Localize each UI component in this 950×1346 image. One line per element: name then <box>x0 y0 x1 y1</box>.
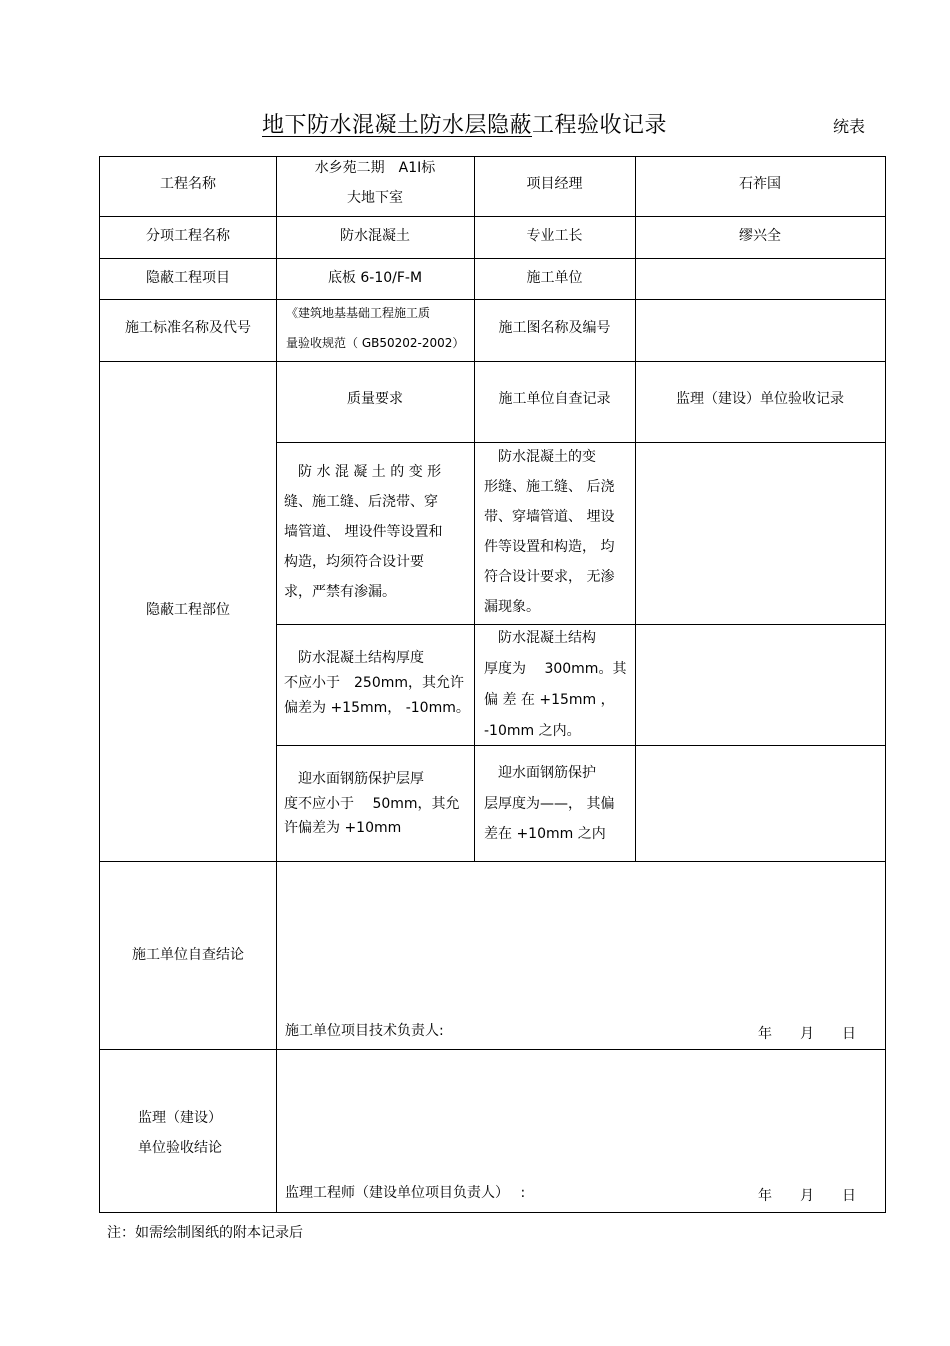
project-name-label: 工程名称 <box>160 176 216 192</box>
col-supervisor-header: 监理（建设）单位验收记录 <box>676 391 844 407</box>
title-rest: 工程验收记录 <box>532 113 668 138</box>
self-line: 层厚度为——， 其偏 <box>484 796 615 812</box>
req-line: 求，严禁有渗漏。 <box>284 584 396 600</box>
supervisor-signer: 监理工程师（建设单位项目负责人） : <box>285 1185 526 1201</box>
req-line: 迎水面钢筋保护层厚 <box>284 771 424 787</box>
row-divider <box>100 861 885 862</box>
month-label: 月 <box>800 1026 814 1042</box>
req-line: 构造，均须符合设计要 <box>284 554 424 570</box>
subitem-label: 分项工程名称 <box>146 228 230 244</box>
year-label: 年 <box>758 1188 772 1204</box>
req-line: 墙管道、 埋设件等设置和 <box>284 524 443 540</box>
day-label: 日 <box>842 1026 856 1042</box>
row-divider <box>100 258 885 259</box>
row-divider <box>100 1049 885 1050</box>
hidden-item-value: 底板 6-10/F-M <box>327 270 423 286</box>
row-divider <box>100 361 885 362</box>
hidden-parts-label: 隐蔽工程部位 <box>146 602 230 618</box>
footnote: 注：如需绘制图纸的附本记录后 <box>107 1225 303 1241</box>
supervisor-label-line1: 监理（建设） <box>138 1110 222 1126</box>
self-line: 带、穿墙管道、 埋设 <box>484 509 615 525</box>
col-self-header: 施工单位自查记录 <box>498 391 611 407</box>
foreman-label: 专业工长 <box>526 228 583 244</box>
day-label: 日 <box>842 1188 856 1204</box>
standard-line1: 《建筑地基基础工程施工质 <box>286 306 431 320</box>
title-underlined: 地下防水混凝土防水层隐蔽 <box>262 113 533 138</box>
row-divider <box>100 216 885 217</box>
self-line: 差在 +10mm 之内 <box>484 826 606 842</box>
supervisor-date <box>730 1185 856 1205</box>
contractor-label: 施工单位 <box>526 270 583 286</box>
self-line: -10mm 之内。 <box>484 723 581 739</box>
record-table <box>99 156 886 1213</box>
req-line: 度不应小于 50mm，其允 <box>284 796 460 812</box>
manager-label: 项目经理 <box>526 176 583 192</box>
year-label: 年 <box>758 1026 772 1042</box>
drawing-label: 施工图名称及编号 <box>498 320 611 336</box>
hidden-item-label: 隐蔽工程项目 <box>146 270 230 286</box>
self-line: 件等设置和构造， 均 <box>484 539 615 555</box>
req-line: 偏差为 +15mm， -10mm。 <box>284 700 470 716</box>
self-line: 迎水面钢筋保护 <box>484 765 596 781</box>
col-quality-header: 质量要求 <box>347 391 403 407</box>
month-label: 月 <box>800 1188 814 1204</box>
row-divider <box>100 299 885 300</box>
supervisor-label-line2: 单位验收结论 <box>138 1140 222 1156</box>
self-line: 厚度为 300mm。其 <box>484 661 627 677</box>
req-line: 许偏差为 +10mm <box>284 820 402 836</box>
self-check-label: 施工单位自查结论 <box>132 947 244 963</box>
self-line: 防水混凝土的变 <box>484 449 596 465</box>
req-line: 不应小于 250mm，其允许 <box>284 675 464 691</box>
self-line: 符合设计要求， 无渗 <box>484 569 615 585</box>
subitem-value: 防水混凝土 <box>340 228 410 244</box>
req-line: 防 水 混 凝 土 的 变 形 <box>284 464 442 480</box>
standard-line2: 量验收规范（ GB50202-2002） <box>286 336 465 350</box>
standard-label: 施工标准名称及代号 <box>125 320 251 336</box>
col-divider <box>276 157 277 1212</box>
self-check-date <box>730 1023 856 1043</box>
self-check-signer: 施工单位项目技术负责人: <box>285 1023 444 1039</box>
self-line: 漏现象。 <box>484 599 540 615</box>
self-line: 偏 差 在 +15mm ， <box>484 692 615 708</box>
self-line: 防水混凝土结构 <box>484 630 596 646</box>
page-title <box>262 108 667 139</box>
req-line: 缝、施工缝、后浇带、穿 <box>284 494 438 510</box>
form-type-label: 统表 <box>833 117 866 136</box>
self-line: 形缝、施工缝、 后浇 <box>484 479 615 495</box>
project-name-line2: 大地下室 <box>347 190 403 206</box>
col-divider <box>635 157 636 861</box>
req-line: 防水混凝土结构厚度 <box>284 650 424 666</box>
foreman-value: 缪兴全 <box>739 228 781 244</box>
project-name-line1: 水乡苑二期 A1Ⅰ标 <box>314 160 436 176</box>
manager-value: 石祚国 <box>739 176 781 192</box>
